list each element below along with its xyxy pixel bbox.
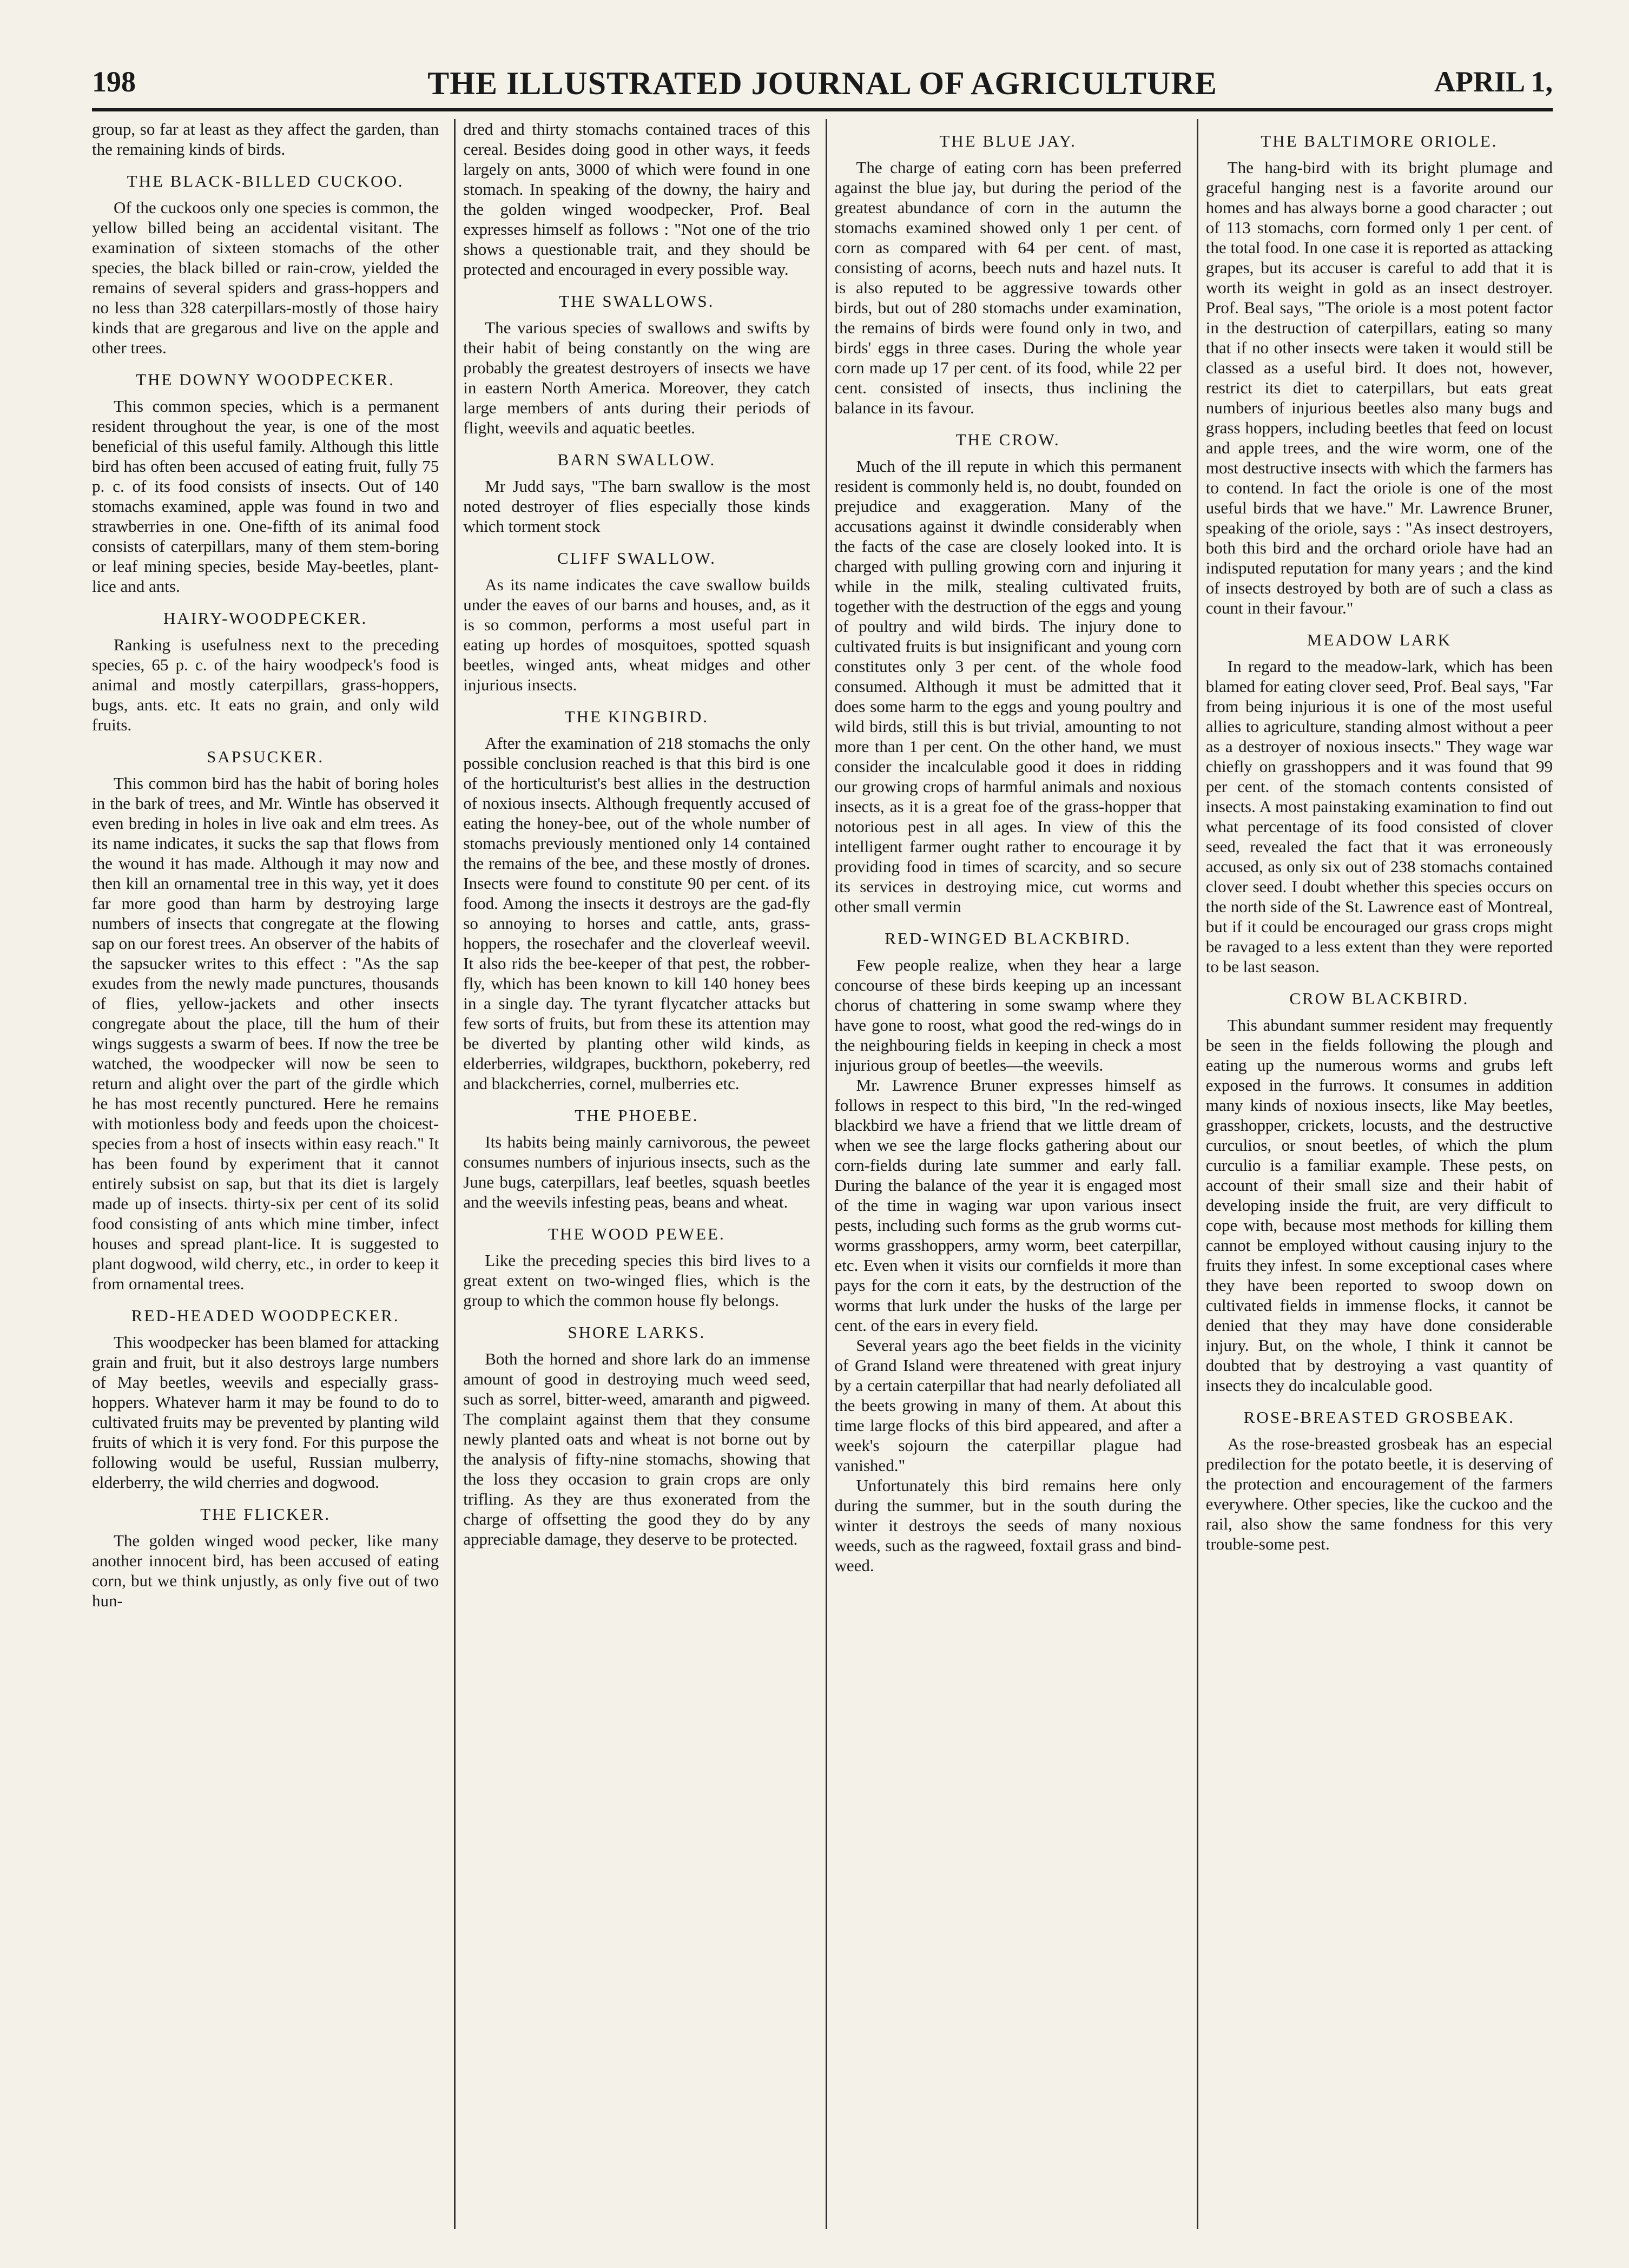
section-heading: THE BALTIMORE ORIOLE. bbox=[1261, 131, 1498, 150]
article-paragraph: Much of the ill repute in which this permanent resident is commonly held is, no doubt, founded on prejudice and exaggeration. Many of the accusations against it dwindle considerably when the facts of the case are closely looked into. It is charged with pulling growing corn and injuring it while in the milk, stealing cultivated fruits, together with the destruction of the eggs and young of poultry and wild birds. The injury done to cultivated fruits is but insignificant and young corn constitutes only 3 per cent. of the whole food consumed. Although it must be admitted that it does some harm to the eggs and young poultry and wild birds, still this is but trivial, amounting to not more than 1 per cent. On the other hand, we must consider the incalculable good it does in ridding our growing crops of harmful animals and noxious insects, as it is a great foe of the grass-hopper that notorious pest in all ages. In view of this the intelligent farmer ought rather to encourage it by providing food in times of scarcity, and so secure its services in destroying mice, cut worms and other small vermin bbox=[834, 457, 1182, 916]
article-paragraph: Mr Judd says, "The barn swallow is the most noted destroyer of flies especially those kinds which torment stock bbox=[463, 477, 810, 536]
journal-title: THE ILLUSTRATED JOURNAL OF AGRICULTURE bbox=[427, 65, 1217, 101]
article-paragraph: After the examination of 218 stomachs the only possible conclusion reached is that this bird is one of the horticulturist's best allies in the destruction of noxious insects. Although frequently accused of eating the honey-bee, out of the whole number of stomachs previously mentioned only 14 contained the remains of the bee, and these mostly of drones. Insects were found to constitute 90 per cent. of its food. Among the insects it destroys are the gad-fly so annoying to horses and cattle, ants, grass-hoppers, the rosechafer and the cloverleaf weevil. It also rids the bee-keeper of that pest, the robber-fly, which has been known to kill 140 honey bees in a single day. The tyrant flycatcher attacks but few sorts of fruits, but from these its attention may be diverted by planting other wild kinds, as elderberries, wildgrapes, buckthorn, pokeberry, red and blackcherries, cornel, mulberries etc. bbox=[463, 734, 810, 1093]
article-paragraph: The charge of eating corn has been preferred against the blue jay, but during the period of the greatest abundance of corn in the autumn the stomachs examined showed only 1 per cent. of corn as compared with 64 per cent. of mast, consisting of acorns, beech nuts and hazel nuts. It is also reputed to be aggressive towards other birds, but out of 280 stomachs under examination, the remains of birds were found only in two, and birds' eggs in three cases. During the whole year corn made up 17 per cent. of its food, while 22 per cent. consisted of insects, thus inclining the balance in its favour. bbox=[834, 158, 1182, 417]
article-paragraph: In regard to the meadow-lark, which has been blamed for eating clover seed, Prof. Beal says, "Far from being injurious it is one of the most useful allies to agriculture, standing almost without a peer as a destroyer of noxious insects." They wage war chiefly on grasshoppers and it was found that 99 per cent. of the stomach contents consisted of insects. A most painstaking examination to find out what percentage of its food consisted of clover seed, revealed the fact that it was erroneously accused, as only six out of 238 stomachs contained clover seed. I doubt whether this species occurs on the north side of the St. Lawrence east of Montreal, but if it could be encouraged our grass crops might be ravaged to a less extent than they were reported to be last season. bbox=[1205, 657, 1553, 976]
section-heading: SHORE LARKS. bbox=[568, 1323, 706, 1342]
section-heading: CROW BLACKBIRD. bbox=[1289, 989, 1469, 1008]
article-paragraph: Of the cuckoos only one species is common, the yellow billed being an accidental visitant. The examination of sixteen stomachs of the other species, the black billed or rain-crow, yielded the remains of several spiders and grass-hoppers and no less than 328 caterpillars-mostly of those hairy kinds that are gregarous and live on the apple and other trees. bbox=[92, 198, 439, 357]
article-paragraph: Its habits being mainly carnivorous, the peweet consumes numbers of injurious insects, such as the June bugs, caterpillars, leaf beetles, squash beetles and the weevils infesting peas, beans and wheat. bbox=[463, 1132, 810, 1211]
article-paragraph: The golden winged wood pecker, like many another innocent bird, has been accused of eating corn, but we think unjustly, as only five out of two hun- bbox=[92, 1531, 439, 1610]
article-paragraph: Several years ago the beet fields in the vicinity of Grand Island were threatened with great injury by a certain caterpillar that had nearly defoliated all the beets growing in many of them. At about this time large flocks of this bird appeared, and after a week's sojourn the caterpillar plague had vanished." bbox=[834, 1336, 1182, 1475]
section-heading: RED-WINGED BLACKBIRD. bbox=[885, 929, 1131, 948]
article-paragraph: As its name indicates the cave swallow builds under the eaves of our barns and houses, and, as it is so common, performs a most useful part in eating up hordes of mosquitoes, spotted squash beetles, winged ants, wheat midges and other injurious insects. bbox=[463, 575, 810, 694]
section-heading: CLIFF SWALLOW. bbox=[557, 549, 716, 568]
page-number: 198 bbox=[92, 65, 136, 98]
article-paragraph: As the rose-breasted grosbeak has an especial predilection for the potato beetle, it is deserving of the protection and encouragement of the farmers everywhere. Other species, like the cuckoo and the rail, also show the same fondness for this very trouble-some pest. bbox=[1205, 1434, 1553, 1553]
section-heading: THE DOWNY WOODPECKER. bbox=[136, 370, 395, 389]
section-heading: THE SWALLOWS. bbox=[559, 292, 715, 311]
page-header bbox=[92, 65, 1553, 111]
article-paragraph: This common bird has the habit of boring holes in the bark of trees, and Mr. Wintle has observed it even breding in holes in live oak and elm trees. As its name indicates, it sucks the sap that flows from the wound it has made. Although it may now and then kill an ornamental tree in this way, yet it does far more good than harm by destroying large numbers of insects that congregate at the flowing sap on our forest trees. An observer of the habits of the sapsucker writes to this effect : "As the sap exudes from the newly made punctures, thousands of flies, yellow-jackets and other insects congregate about the place, till the hum of their wings suggests a swarm of bees. If now the tree be watched, the woodpecker will now be seen to return and alight over the part of the girdle which he has most recently punctured. Here he remains with motionless body and feeds upon the choicest-species from a host of insects within easy reach." It has been found by experiment that it cannot entirely subsist on sap, but that its diet is largely made up of insects. thirty-six per cent of its solid food consisting of ants which mine timber, infect houses and spread plant-lice. It is suggested to plant dogwood, wild cherry, etc., in order to keep it from ornamental trees. bbox=[92, 774, 439, 1293]
section-heading: SAPSUCKER. bbox=[207, 747, 325, 766]
article-paragraph: Mr. Lawrence Bruner expresses himself as follows in respect to this bird, "In the red-winged blackbird we have a friend that we little dream of when we see the large flocks gathering about our corn-fields during late summer and early fall. During the balance of the year it is engaged most of the time in waging war upon various insect pests, including such forms as the grub worms cut-worms grasshoppers, army worm, beet caterpillar, etc. Even when it visits our cornfields it more than pays for the corn it eats, by the destruction of the worms that lurk under the husks of the large per cent. of the ears in every field. bbox=[834, 1076, 1182, 1335]
section-heading: HAIRY-WOODPECKER. bbox=[163, 609, 368, 628]
section-heading: RED-HEADED WOODPECKER. bbox=[131, 1306, 400, 1325]
article-paragraph: The hang-bird with its bright plumage and graceful hanging nest is a favorite around our homes and has always borne a good character ; out of 113 stomachs, corn formed only 1 per cent. of the total food. In one case it is reported as attacking grapes, but its accuser is careful to add that it is worth its weight in gold as an insect destroyer. Prof. Beal says, "The oriole is a most potent factor in the destruction of caterpillars, eating so many that if no other insects were taken it would still be classed as a useful bird. It does not, however, restrict its diet to caterpillars, but eats great numbers of injurious beetles also many bugs and grass hoppers, including beetles that feed on locust and apple trees, and the wire worm, one of the most destructive insects with which the farmers has to contend. In fact the oriole is one of the most useful birds that we have." Mr. Lawrence Bruner, speaking of the oriole, says : "As insect destroyers, both this bird and the orchard oriole have had an indisputed reputation for many years ; and the kind of insects destroyed by both are of such a class as count in their favour." bbox=[1205, 158, 1553, 617]
column-4 bbox=[1197, 119, 1553, 2229]
section-heading: THE BLACK-BILLED CUCKOO. bbox=[127, 172, 404, 190]
section-heading: THE KINGBIRD. bbox=[564, 707, 709, 726]
article-paragraph: This abundant summer resident may frequently be seen in the fields following the plough and eating up the numerous worms and grubs left exposed in the furrows. It consumes in addition many kinds of noxious insects, like May beetles, grasshopper, crickets, locusts, and the destructive curculios, or snout beetles, of which the plum curculio is a familiar example. These pests, on account of their small size and their habit of developing inside the fruit, are very difficult to cope with, because most methods for killing them cannot be employed without causing injury to the fruits they infest. In some exceptional cases where they have been reported to swoop down on cultivated fields in immense flocks, it cannot be denied that they may have done considerable injury. But, on the whole, I think it cannot be doubted that by destroying a vast quantity of insects they do incalculable good. bbox=[1205, 1016, 1553, 1395]
article-paragraph: Ranking is usefulness next to the preceding species, 65 p. c. of the hairy woodpeck's food is animal and mostly caterpillars, grass-hoppers, bugs, ants. etc. It eats no grain, and only wild fruits. bbox=[92, 635, 439, 734]
article-paragraph: Unfortunately this bird remains here only during the summer, but in the south during the winter it destroys the seeds of many noxious weeds, such as the ragweed, foxtail grass and bind-weed. bbox=[834, 1476, 1182, 1575]
issue-date: APRIL 1, bbox=[1434, 65, 1553, 98]
section-heading: THE FLICKER. bbox=[200, 1505, 331, 1524]
column-2 bbox=[454, 119, 810, 2229]
section-heading: BARN SWALLOW. bbox=[557, 450, 716, 469]
section-heading: THE WOOD PEWEE. bbox=[548, 1224, 726, 1243]
article-paragraph: This woodpecker has been blamed for attacking grain and fruit, but it also destroys large numbers of May beetles, weevils and especially grass-hoppers. Whatever harm it may be found to do to cultivated fruits may be prevented by planting wild fruits of which it is very fond. For this purpose the following would be useful, Russian mulberry, elderberry, the wild cherries and dogwood. bbox=[92, 1333, 439, 1492]
section-heading: ROSE-BREASTED GROSBEAK. bbox=[1243, 1408, 1515, 1427]
section-heading: THE CROW. bbox=[955, 430, 1060, 449]
article-paragraph: The various species of swallows and swifts by their habit of being constantly on the wing are probably the greatest destroyers of insects we have in eastern North America. Moreover, they catch large members of ants during their periods of flight, weevils and aquatic beetles. bbox=[463, 318, 810, 437]
column-3 bbox=[826, 119, 1182, 2229]
article-paragraph: Like the preceding species this bird lives to a great extent on two-winged flies, which is the group to which the common house fly belongs. bbox=[463, 1251, 810, 1310]
section-heading: THE PHOEBE. bbox=[575, 1106, 699, 1125]
article-paragraph: Few people realize, when they hear a large concourse of these birds keeping up an incessant chorus of chattering in some swamp where they have gone to roost, what good the red-wings do in the neighbouring fields in keeping in check a most injurious group of beetles—the weevils. bbox=[834, 955, 1182, 1074]
article-paragraph: Both the horned and shore lark do an immense amount of good in destroying much weed seed, such as sorrel, bitter-weed, amaranth and pigweed. The complaint against them that they consume newly planted oats and wheat is not borne out by the analysis of fifty-nine stomachs, showing that the loss they occasion to grain crops are only trifling. As they are thus exonerated from the charge of offsetting the good they do by any appreciable damage, they deserve to be protected. bbox=[463, 1349, 810, 1548]
article-paragraph: group, so far at least as they affect the garden, than the remaining kinds of birds. bbox=[92, 120, 439, 159]
article-columns bbox=[92, 119, 1553, 2229]
column-1 bbox=[92, 119, 439, 2229]
section-heading: THE BLUE JAY. bbox=[939, 131, 1077, 150]
article-paragraph: dred and thirty stomachs contained traces of this cereal. Besides doing good in other ways, it feeds largely on ants, 3000 of which were found in one stomach. In speaking of the downy, the hairy and the golden winged woodpecker, Prof. Beal expresses himself as follows : "Not one of the trio shows a questionable trait, and they should be protected and encouraged in every possible way. bbox=[463, 120, 810, 279]
article-paragraph: This common species, which is a permanent resident throughout the year, is one of the most beneficial of this useful family. Although this little bird has often been accused of eating fruit, fully 75 p. c. of its food consists of insects. Out of 140 stomachs examined, apple was found in two and strawberries in one. One-fifth of its animal food consists of caterpillars, many of them stem-boring or leaf mining species, beside May-beetles, plant-lice and ants. bbox=[92, 397, 439, 596]
section-heading: MEADOW LARK bbox=[1307, 630, 1452, 649]
